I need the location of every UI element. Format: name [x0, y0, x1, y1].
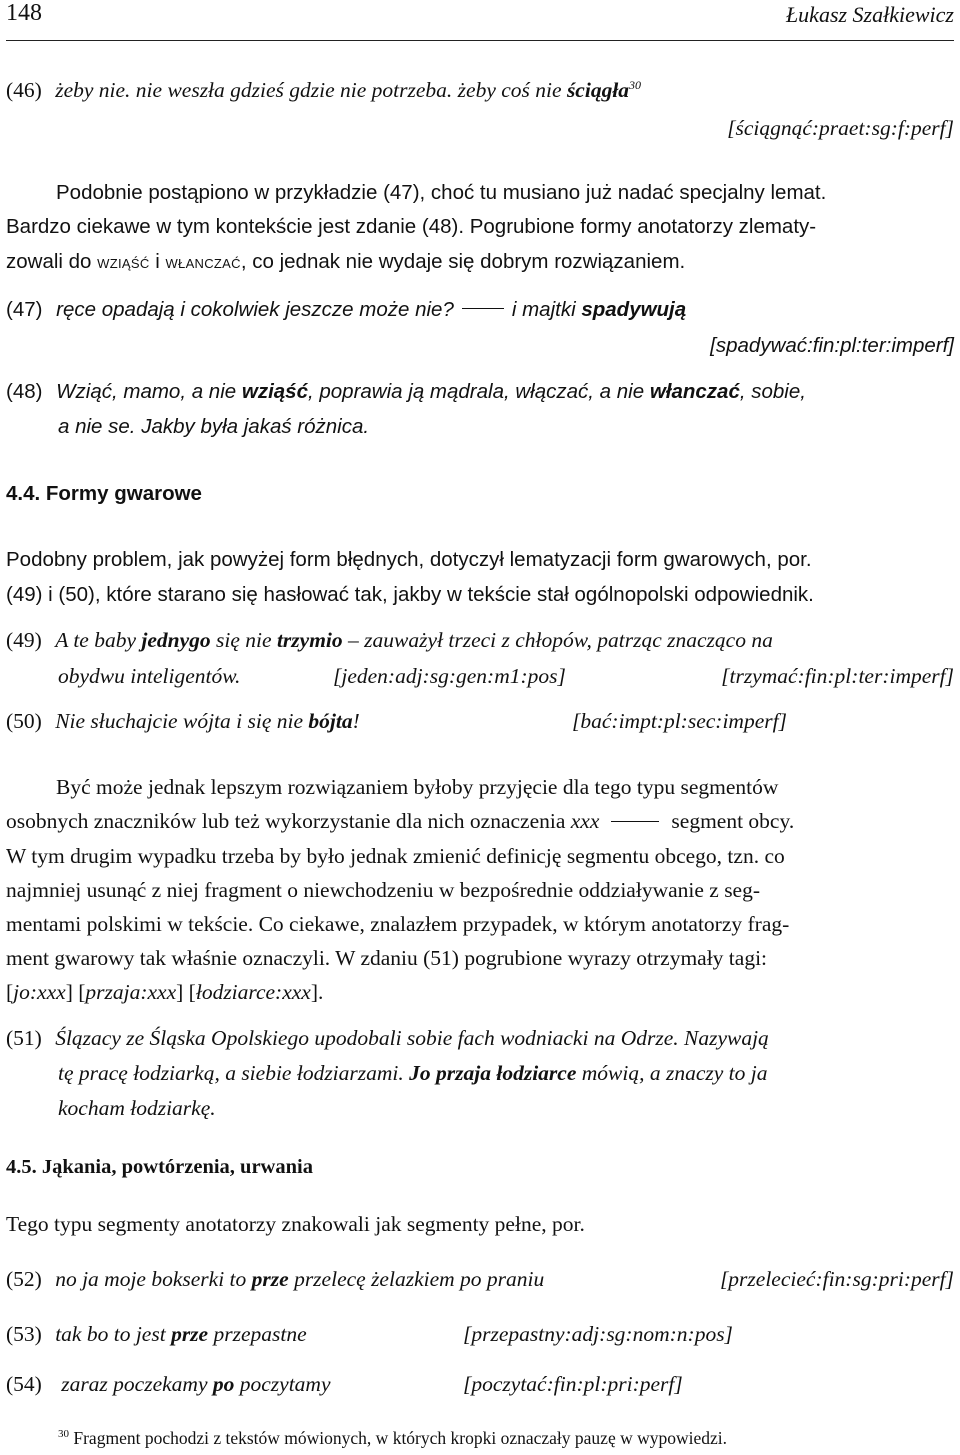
paragraph-line: Bardzo ciekawe w tym kontekście jest zdanie (48). Pogrubione formy anotatorzy zlematy- [6, 215, 817, 238]
example-text: ! [352, 709, 360, 733]
example-text: tę pracę łodziarką, a siebie łodziarzami. [58, 1061, 410, 1085]
paragraph-line: Być może jednak lepszym rozwiązaniem byłoby przyjęcie dla tego typu segmentów [56, 775, 779, 799]
example-54 [6, 1372, 331, 1397]
bold-form: po [212, 1372, 235, 1396]
example-49 [6, 628, 773, 653]
text-segment: ] [ [176, 980, 196, 1004]
example-text: Wziąć, mamo, a nie [56, 380, 242, 403]
example-52 [6, 1267, 544, 1292]
header-rule [6, 40, 954, 41]
text-segment: , co jednak nie wydaje się dobrym rozwiązaniem. [240, 250, 686, 273]
example-number: (53) [6, 1322, 42, 1346]
example-49-tag2: [trzymać:fin:pl:ter:imperf] [721, 664, 954, 688]
example-52-tag: [przelecieć:fin:sg:pri:perf] [719, 1267, 954, 1291]
text-segment: ] [ [65, 980, 86, 1004]
text-segment: xxx [570, 809, 600, 833]
text-segment: [ [6, 980, 14, 1004]
footnote-text: Fragment pochodzi z tekstów mówionych, w których kropki oznaczały pauzę w wypowiedzi. [73, 1428, 728, 1448]
paragraph-line [6, 809, 794, 834]
example-text: ręce opadają i cokolwiek jeszcze może nie? [56, 298, 454, 321]
page-number: 148 [6, 0, 42, 26]
example-text: poczytamy [234, 1372, 331, 1396]
example-50 [6, 709, 360, 734]
bold-form: ściągła [566, 78, 630, 102]
example-53 [6, 1322, 307, 1347]
bold-form: prze [251, 1267, 289, 1291]
example-number: (46) [6, 78, 42, 102]
paragraph-line: Tego typu segmenty anotatorzy znakowali jak segmenty pełne, por. [6, 1212, 585, 1236]
example-text: Nie słuchajcie wójta i się nie [55, 709, 309, 733]
example-text: , poprawia ją mądrala, włączać, a nie [307, 380, 650, 403]
text-segment: zowali do [6, 250, 98, 273]
paragraph-line: ment gwarowy tak właśnie oznaczyli. W zdaniu (51) pogrubione wyrazy otrzymały tagi: [6, 946, 768, 970]
example-46 [6, 78, 641, 103]
bold-form: Jo przaja łodziarce [409, 1061, 577, 1085]
text-segment: i [149, 250, 166, 273]
footnote [58, 1428, 727, 1449]
bold-form: bójta [308, 709, 353, 733]
bold-form: włanczać [649, 380, 740, 403]
lemma-small-caps: włanczać [165, 252, 241, 273]
bold-form: wziąść [241, 380, 308, 403]
bold-form: prze [171, 1322, 209, 1346]
example-text: i majtki [511, 298, 582, 321]
example-text: tak bo to jest [55, 1322, 172, 1346]
paragraph-line [6, 250, 685, 274]
example-text: żeby nie. nie weszła gdzieś gdzie nie potrzeba. żeby coś nie [55, 78, 567, 102]
paragraph-line [6, 980, 323, 1005]
example-48-line2: a nie se. Jakby była jakaś różnica. [58, 415, 370, 438]
paragraph-line: (49) i (50), które starano się hasłować tak, jakby w tekście stał ogólnopolski odpowiednik. [6, 583, 814, 606]
text-segment: osobnych znaczników lub też wykorzystanie dla nich oznaczenia [6, 809, 571, 833]
example-number: (52) [6, 1267, 42, 1291]
example-47-tag: [spadywać:fin:pl:ter:imperf] [710, 334, 954, 357]
bold-form: jednygo [141, 628, 211, 652]
section-heading: 4.5. Jąkania, powtórzenia, urwania [6, 1156, 313, 1178]
text-segment: segment obcy. [671, 809, 795, 833]
tag-text: przaja:xxx [85, 980, 177, 1004]
footnote-number: 30 [58, 1428, 69, 1441]
example-number: (47) [6, 298, 43, 321]
example-text: no ja moje bokserki to [55, 1267, 252, 1291]
example-49-line2: obydwu inteligentów. [58, 664, 241, 688]
em-dash [611, 821, 659, 822]
example-text: zaraz poczekamy [61, 1372, 213, 1396]
example-number: (50) [6, 709, 42, 733]
example-51-line3: kocham łodziarkę. [58, 1096, 216, 1120]
example-text: A te baby [55, 628, 142, 652]
example-number: (51) [6, 1026, 42, 1050]
em-dash [462, 308, 504, 309]
paragraph-line: W tym drugim wypadku trzeba by było jednak zmienić definicję segmentu obcego, tzn. co [6, 844, 785, 868]
text-segment: ]. [310, 980, 324, 1004]
running-header-author: Łukasz Szałkiewicz [785, 2, 954, 27]
paragraph-line: Podobnie postąpiono w przykładzie (47), choć tu musiano już nadać specjalny lemat. [56, 181, 827, 204]
example-53-tag: [przepastny:adj:sg:nom:n:pos] [463, 1322, 733, 1346]
example-51 [6, 1026, 769, 1051]
section-heading: 4.4. Formy gwarowe [6, 482, 202, 505]
bold-form: trzymio [276, 628, 343, 652]
example-number: (54) [6, 1372, 42, 1396]
example-text: się nie [210, 628, 277, 652]
example-51-line2 [58, 1061, 767, 1086]
example-46-tag: [ściągnąć:praet:sg:f:perf] [727, 116, 954, 140]
example-number: (49) [6, 628, 42, 652]
example-49-tag1: [jeden:adj:sg:gen:m1:pos] [333, 664, 566, 688]
example-50-tag: [bać:impt:pl:sec:imperf] [572, 709, 787, 733]
bold-form: spadywują [581, 298, 687, 321]
example-text: , sobie, [739, 380, 806, 403]
paragraph-line: Podobny problem, jak powyżej form błędnych, dotyczył lematyzacji form gwarowych, por. [6, 548, 812, 571]
example-48 [6, 380, 806, 404]
example-54-tag: [poczytać:fin:pl:pri:perf] [463, 1372, 683, 1396]
lemma-small-caps: wziąść [97, 252, 150, 273]
example-text: przelecę żelazkiem po praniu [288, 1267, 545, 1291]
example-text: Ślązacy ze Śląska Opolskiego upodobali sobie fach wodniacki na Odrze. Nazywają [55, 1026, 769, 1050]
example-text: przepastne [208, 1322, 307, 1346]
paragraph-line: najmniej usunąć z niej fragment o niewchodzeniu w bezpośrednie oddziaływanie z seg- [6, 878, 761, 902]
example-text: mówią, a znaczy to ja [576, 1061, 768, 1085]
tag-text: jo:xxx [13, 980, 66, 1004]
example-47 [6, 298, 686, 322]
example-number: (48) [6, 380, 43, 403]
footnote-ref: 30 [629, 77, 642, 92]
tag-text: łodziarce:xxx [195, 980, 311, 1004]
example-text: – zauważył trzeci z chłopów, patrząc znacząco na [342, 628, 773, 652]
paragraph-line: mentami polskimi w tekście. Co ciekawe, znalazłem przypadek, w którym anotatorzy frag- [6, 912, 790, 936]
